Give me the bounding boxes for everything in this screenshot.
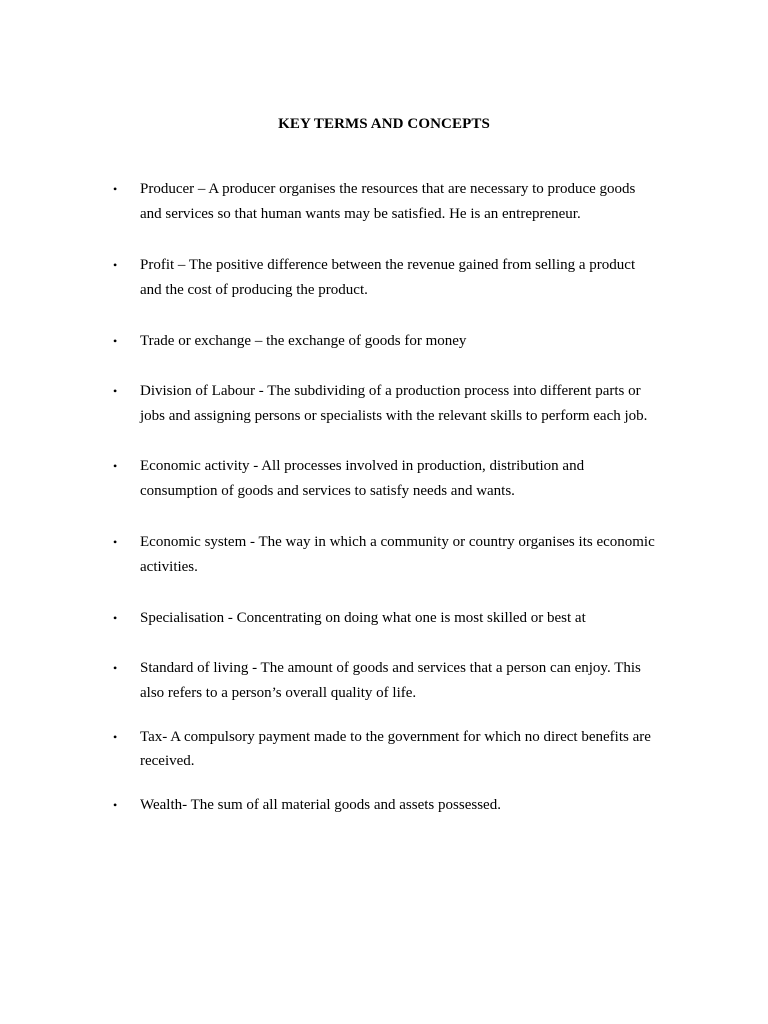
bullet-icon: • — [113, 459, 118, 473]
list-item-wealth — [113, 793, 683, 818]
bullet-icon: • — [113, 798, 118, 812]
text-line: also refers to a person’s overall quality of life. — [140, 685, 417, 701]
bullet-icon: • — [113, 384, 118, 398]
list-item-specialisation — [113, 606, 683, 631]
text-line: Division of Labour - The subdividing of a production process into different parts or — [140, 383, 641, 399]
list-item-text — [140, 530, 683, 580]
text-line: Wealth- The sum of all material goods and assets possessed. — [140, 797, 501, 813]
text-line: Producer – A producer organises the resources that are necessary to produce goods — [140, 181, 636, 197]
list-item-text — [140, 329, 683, 354]
bullet-icon: • — [113, 258, 118, 272]
text-line: Trade or exchange – the exchange of goods for money — [140, 333, 467, 349]
text-line: received. — [140, 753, 195, 769]
text-line: Specialisation - Concentrating on doing what one is most skilled or best at — [140, 610, 586, 626]
list-item-text — [140, 725, 683, 773]
text-line: and services so that human wants may be satisfied. He is an entrepreneur. — [140, 206, 581, 222]
list-item-text — [140, 253, 683, 303]
list-item-economic-system — [113, 530, 683, 580]
text-line: Standard of living - The amount of goods and services that a person can enjoy. This — [140, 660, 641, 676]
text-line: jobs and assigning persons or specialists with the relevant skills to perform each job. — [140, 408, 648, 424]
page-title: KEY TERMS AND CONCEPTS — [278, 116, 490, 132]
bullet-icon: • — [113, 611, 118, 625]
text-line: Profit – The positive difference between the revenue gained from selling a product — [140, 257, 636, 273]
bullet-icon: • — [113, 182, 118, 196]
text-line: consumption of goods and services to satisfy needs and wants. — [140, 483, 515, 499]
list-item-producer — [113, 177, 683, 227]
text-line: and the cost of producing the product. — [140, 282, 368, 298]
list-item-text — [140, 454, 683, 504]
list-item-text — [140, 656, 683, 706]
bullet-icon: • — [113, 730, 118, 744]
list-item-division-of-labour — [113, 379, 683, 429]
text-line: Economic activity - All processes involved in production, distribution and — [140, 458, 585, 474]
bullet-icon: • — [113, 661, 118, 675]
list-item-standard-of-living — [113, 656, 683, 706]
bullet-icon: • — [113, 334, 118, 348]
list-item-text — [140, 379, 683, 429]
bullet-icon: • — [113, 535, 118, 549]
text-line: activities. — [140, 559, 198, 575]
list-item-text — [140, 793, 683, 818]
list-item-economic-activity — [113, 454, 683, 504]
list-item-profit — [113, 253, 683, 303]
list-item-trade — [113, 329, 683, 354]
list-item-text — [140, 606, 683, 631]
text-line: Tax- A compulsory payment made to the government for which no direct benefits are — [140, 729, 651, 745]
list-item-text — [140, 177, 683, 227]
text-line: Economic system - The way in which a community or country organises its economic — [140, 534, 655, 550]
list-item-tax — [113, 725, 683, 773]
